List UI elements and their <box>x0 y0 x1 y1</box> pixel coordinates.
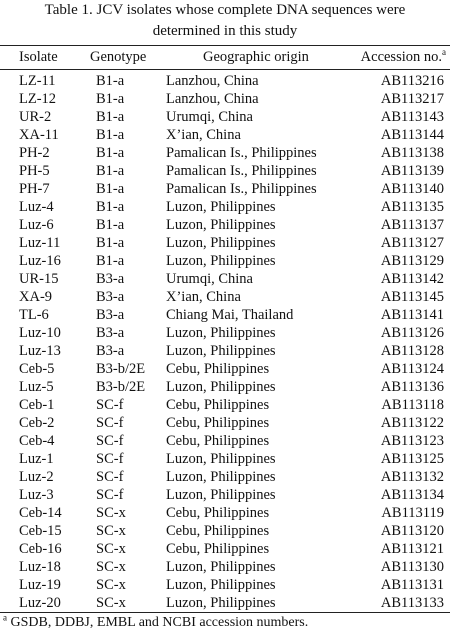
table-row <box>0 558 450 576</box>
cell-isolate: Luz-3 <box>19 487 54 503</box>
table-row <box>0 252 450 270</box>
cell-accession: AB113133 <box>380 595 444 611</box>
cell-genotype: B1-a <box>96 235 125 251</box>
cell-accession: AB113217 <box>380 91 444 107</box>
cell-accession: AB113138 <box>380 145 444 161</box>
table-row <box>0 432 450 450</box>
cell-isolate: Luz-4 <box>19 199 54 215</box>
cell-geographic-origin: Luzon, Philippines <box>166 379 276 395</box>
cell-genotype: B1-a <box>96 217 125 233</box>
cell-genotype: SC-f <box>96 433 124 449</box>
cell-geographic-origin: Cebu, Philippines <box>166 541 270 557</box>
table-row <box>0 450 450 468</box>
table-row <box>0 198 450 216</box>
cell-isolate: LZ-12 <box>19 91 57 107</box>
cell-accession: AB113118 <box>381 397 444 413</box>
cell-geographic-origin: Chiang Mai, Thailand <box>166 307 294 323</box>
table-row <box>0 576 450 594</box>
table-row <box>0 162 450 180</box>
table-row <box>0 306 450 324</box>
caption-line-1: Table 1. JCV isolates whose complete DNA sequences were <box>44 2 406 18</box>
cell-accession: AB113136 <box>380 379 444 395</box>
cell-accession: AB113127 <box>380 235 444 251</box>
cell-genotype: B1-a <box>96 181 125 197</box>
table-row <box>0 342 450 360</box>
table-row <box>0 360 450 378</box>
cell-accession: AB113145 <box>380 289 444 305</box>
cell-isolate: Luz-20 <box>19 595 61 611</box>
table-row <box>0 378 450 396</box>
cell-accession: AB113119 <box>381 505 444 521</box>
table-row <box>0 234 450 252</box>
cell-geographic-origin: X’ian, China <box>166 289 241 305</box>
cell-isolate: UR-15 <box>19 271 59 287</box>
caption-line-2: determined in this study <box>152 23 298 39</box>
cell-accession: AB113125 <box>380 451 444 467</box>
cell-genotype: B1-a <box>96 145 125 161</box>
cell-geographic-origin: Pamalican Is., Philippines <box>166 181 317 197</box>
cell-accession: AB113134 <box>380 487 444 503</box>
cell-geographic-origin: Pamalican Is., Philippines <box>166 163 317 179</box>
table-row <box>0 180 450 198</box>
cell-isolate: UR-2 <box>19 109 52 125</box>
cell-isolate: Luz-1 <box>19 451 54 467</box>
header-rule <box>0 69 450 70</box>
table-row <box>0 126 450 144</box>
table-caption <box>0 0 450 42</box>
cell-genotype: B1-a <box>96 199 125 215</box>
cell-isolate: Ceb-2 <box>19 415 55 431</box>
cell-genotype: B3-b/2E <box>96 361 146 377</box>
cell-isolate: Luz-6 <box>19 217 54 233</box>
cell-geographic-origin: Luzon, Philippines <box>166 343 276 359</box>
header-isolate: Isolate <box>19 49 58 65</box>
cell-geographic-origin: Luzon, Philippines <box>166 451 276 467</box>
cell-genotype: SC-x <box>96 541 126 557</box>
cell-isolate: PH-2 <box>19 145 50 161</box>
cell-genotype: SC-x <box>96 559 126 575</box>
cell-geographic-origin: X’ian, China <box>166 127 241 143</box>
table-row <box>0 90 450 108</box>
cell-isolate: Luz-19 <box>19 577 61 593</box>
cell-accession: AB113216 <box>380 73 444 89</box>
cell-genotype: SC-x <box>96 523 126 539</box>
table-row <box>0 72 450 90</box>
cell-accession: AB113121 <box>380 541 444 557</box>
table-row <box>0 396 450 414</box>
cell-accession: AB113137 <box>380 217 444 233</box>
cell-geographic-origin: Luzon, Philippines <box>166 325 276 341</box>
cell-isolate: Ceb-5 <box>19 361 55 377</box>
cell-accession: AB113143 <box>380 109 444 125</box>
cell-genotype: B3-a <box>96 325 125 341</box>
cell-geographic-origin: Luzon, Philippines <box>166 559 276 575</box>
cell-accession: AB113131 <box>380 577 444 593</box>
cell-accession: AB113123 <box>380 433 444 449</box>
cell-accession: AB113135 <box>380 199 444 215</box>
cell-geographic-origin: Urumqi, China <box>166 109 253 125</box>
cell-isolate: Ceb-4 <box>19 433 55 449</box>
cell-geographic-origin: Lanzhou, China <box>166 91 259 107</box>
table-row <box>0 504 450 522</box>
table-row <box>0 468 450 486</box>
table-row <box>0 270 450 288</box>
header-geographic-origin: Geographic origin <box>203 49 309 65</box>
cell-accession: AB113139 <box>380 163 444 179</box>
table-row <box>0 540 450 558</box>
header-accession-footnote-mark: a <box>442 47 446 58</box>
cell-isolate: XA-11 <box>19 127 59 143</box>
cell-geographic-origin: Luzon, Philippines <box>166 577 276 593</box>
cell-isolate: Luz-18 <box>19 559 61 575</box>
cell-geographic-origin: Cebu, Philippines <box>166 361 270 377</box>
cell-geographic-origin: Luzon, Philippines <box>166 487 276 503</box>
table-row <box>0 414 450 432</box>
cell-isolate: Ceb-15 <box>19 523 62 539</box>
cell-isolate: TL-6 <box>19 307 49 323</box>
cell-geographic-origin: Lanzhou, China <box>166 73 259 89</box>
cell-genotype: B1-a <box>96 73 125 89</box>
table-row <box>0 216 450 234</box>
cell-geographic-origin: Luzon, Philippines <box>166 199 276 215</box>
cell-genotype: SC-f <box>96 397 124 413</box>
table-row <box>0 324 450 342</box>
cell-geographic-origin: Luzon, Philippines <box>166 235 276 251</box>
cell-geographic-origin: Luzon, Philippines <box>166 253 276 269</box>
cell-accession: AB113142 <box>380 271 444 287</box>
cell-accession: AB113144 <box>380 127 444 143</box>
footnote-mark: a <box>3 612 7 623</box>
top-rule <box>0 45 450 46</box>
cell-accession: AB113124 <box>380 361 444 377</box>
cell-genotype: SC-f <box>96 415 124 431</box>
cell-genotype: SC-f <box>96 469 124 485</box>
cell-accession: AB113128 <box>380 343 444 359</box>
cell-genotype: B3-b/2E <box>96 379 146 395</box>
header-genotype: Genotype <box>90 49 147 65</box>
cell-genotype: SC-x <box>96 595 126 611</box>
cell-isolate: Luz-2 <box>19 469 54 485</box>
cell-accession: AB113140 <box>380 181 444 197</box>
cell-accession: AB113129 <box>380 253 444 269</box>
cell-geographic-origin: Luzon, Philippines <box>166 217 276 233</box>
cell-isolate: Luz-5 <box>19 379 54 395</box>
bottom-rule <box>0 612 450 613</box>
table-row <box>0 594 450 612</box>
cell-genotype: SC-f <box>96 451 124 467</box>
cell-geographic-origin: Cebu, Philippines <box>166 433 270 449</box>
cell-geographic-origin: Cebu, Philippines <box>166 523 270 539</box>
cell-genotype: B3-a <box>96 289 125 305</box>
cell-isolate: Ceb-14 <box>19 505 62 521</box>
cell-genotype: SC-x <box>96 505 126 521</box>
header-accession <box>361 48 446 66</box>
cell-genotype: SC-x <box>96 577 126 593</box>
header-accession-label: Accession no. <box>360 49 442 65</box>
cell-accession: AB113141 <box>380 307 444 323</box>
cell-genotype: B1-a <box>96 253 125 269</box>
cell-isolate: PH-5 <box>19 163 50 179</box>
cell-geographic-origin: Cebu, Philippines <box>166 415 270 431</box>
table-row <box>0 288 450 306</box>
cell-genotype: B1-a <box>96 163 125 179</box>
cell-genotype: B3-a <box>96 343 125 359</box>
table-row <box>0 108 450 126</box>
table-row <box>0 486 450 504</box>
cell-isolate: Luz-10 <box>19 325 61 341</box>
table-header-row <box>0 48 450 66</box>
cell-geographic-origin: Cebu, Philippines <box>166 505 270 521</box>
cell-geographic-origin: Luzon, Philippines <box>166 469 276 485</box>
cell-isolate: PH-7 <box>19 181 50 197</box>
cell-accession: AB113132 <box>380 469 444 485</box>
cell-genotype: B1-a <box>96 91 125 107</box>
cell-geographic-origin: Urumqi, China <box>166 271 253 287</box>
cell-isolate: Luz-11 <box>19 235 61 251</box>
cell-geographic-origin: Cebu, Philippines <box>166 397 270 413</box>
cell-genotype: B3-a <box>96 307 125 323</box>
cell-accession: AB113130 <box>380 559 444 575</box>
cell-isolate: XA-9 <box>19 289 53 305</box>
cell-isolate: Ceb-16 <box>19 541 62 557</box>
cell-genotype: B3-a <box>96 271 125 287</box>
table-row <box>0 144 450 162</box>
cell-genotype: B1-a <box>96 109 125 125</box>
cell-isolate: Luz-16 <box>19 253 61 269</box>
cell-isolate: Luz-13 <box>19 343 61 359</box>
cell-isolate: LZ-11 <box>19 73 56 89</box>
cell-geographic-origin: Luzon, Philippines <box>166 595 276 611</box>
cell-genotype: SC-f <box>96 487 124 503</box>
cell-genotype: B1-a <box>96 127 125 143</box>
cell-isolate: Ceb-1 <box>19 397 55 413</box>
table-row <box>0 522 450 540</box>
cell-accession: AB113126 <box>380 325 444 341</box>
cell-geographic-origin: Pamalican Is., Philippines <box>166 145 317 161</box>
table-footnote <box>3 614 308 632</box>
cell-accession: AB113120 <box>380 523 444 539</box>
footnote-text: GSDB, DDBJ, EMBL and NCBI accession numbers. <box>7 615 309 630</box>
cell-accession: AB113122 <box>380 415 444 431</box>
